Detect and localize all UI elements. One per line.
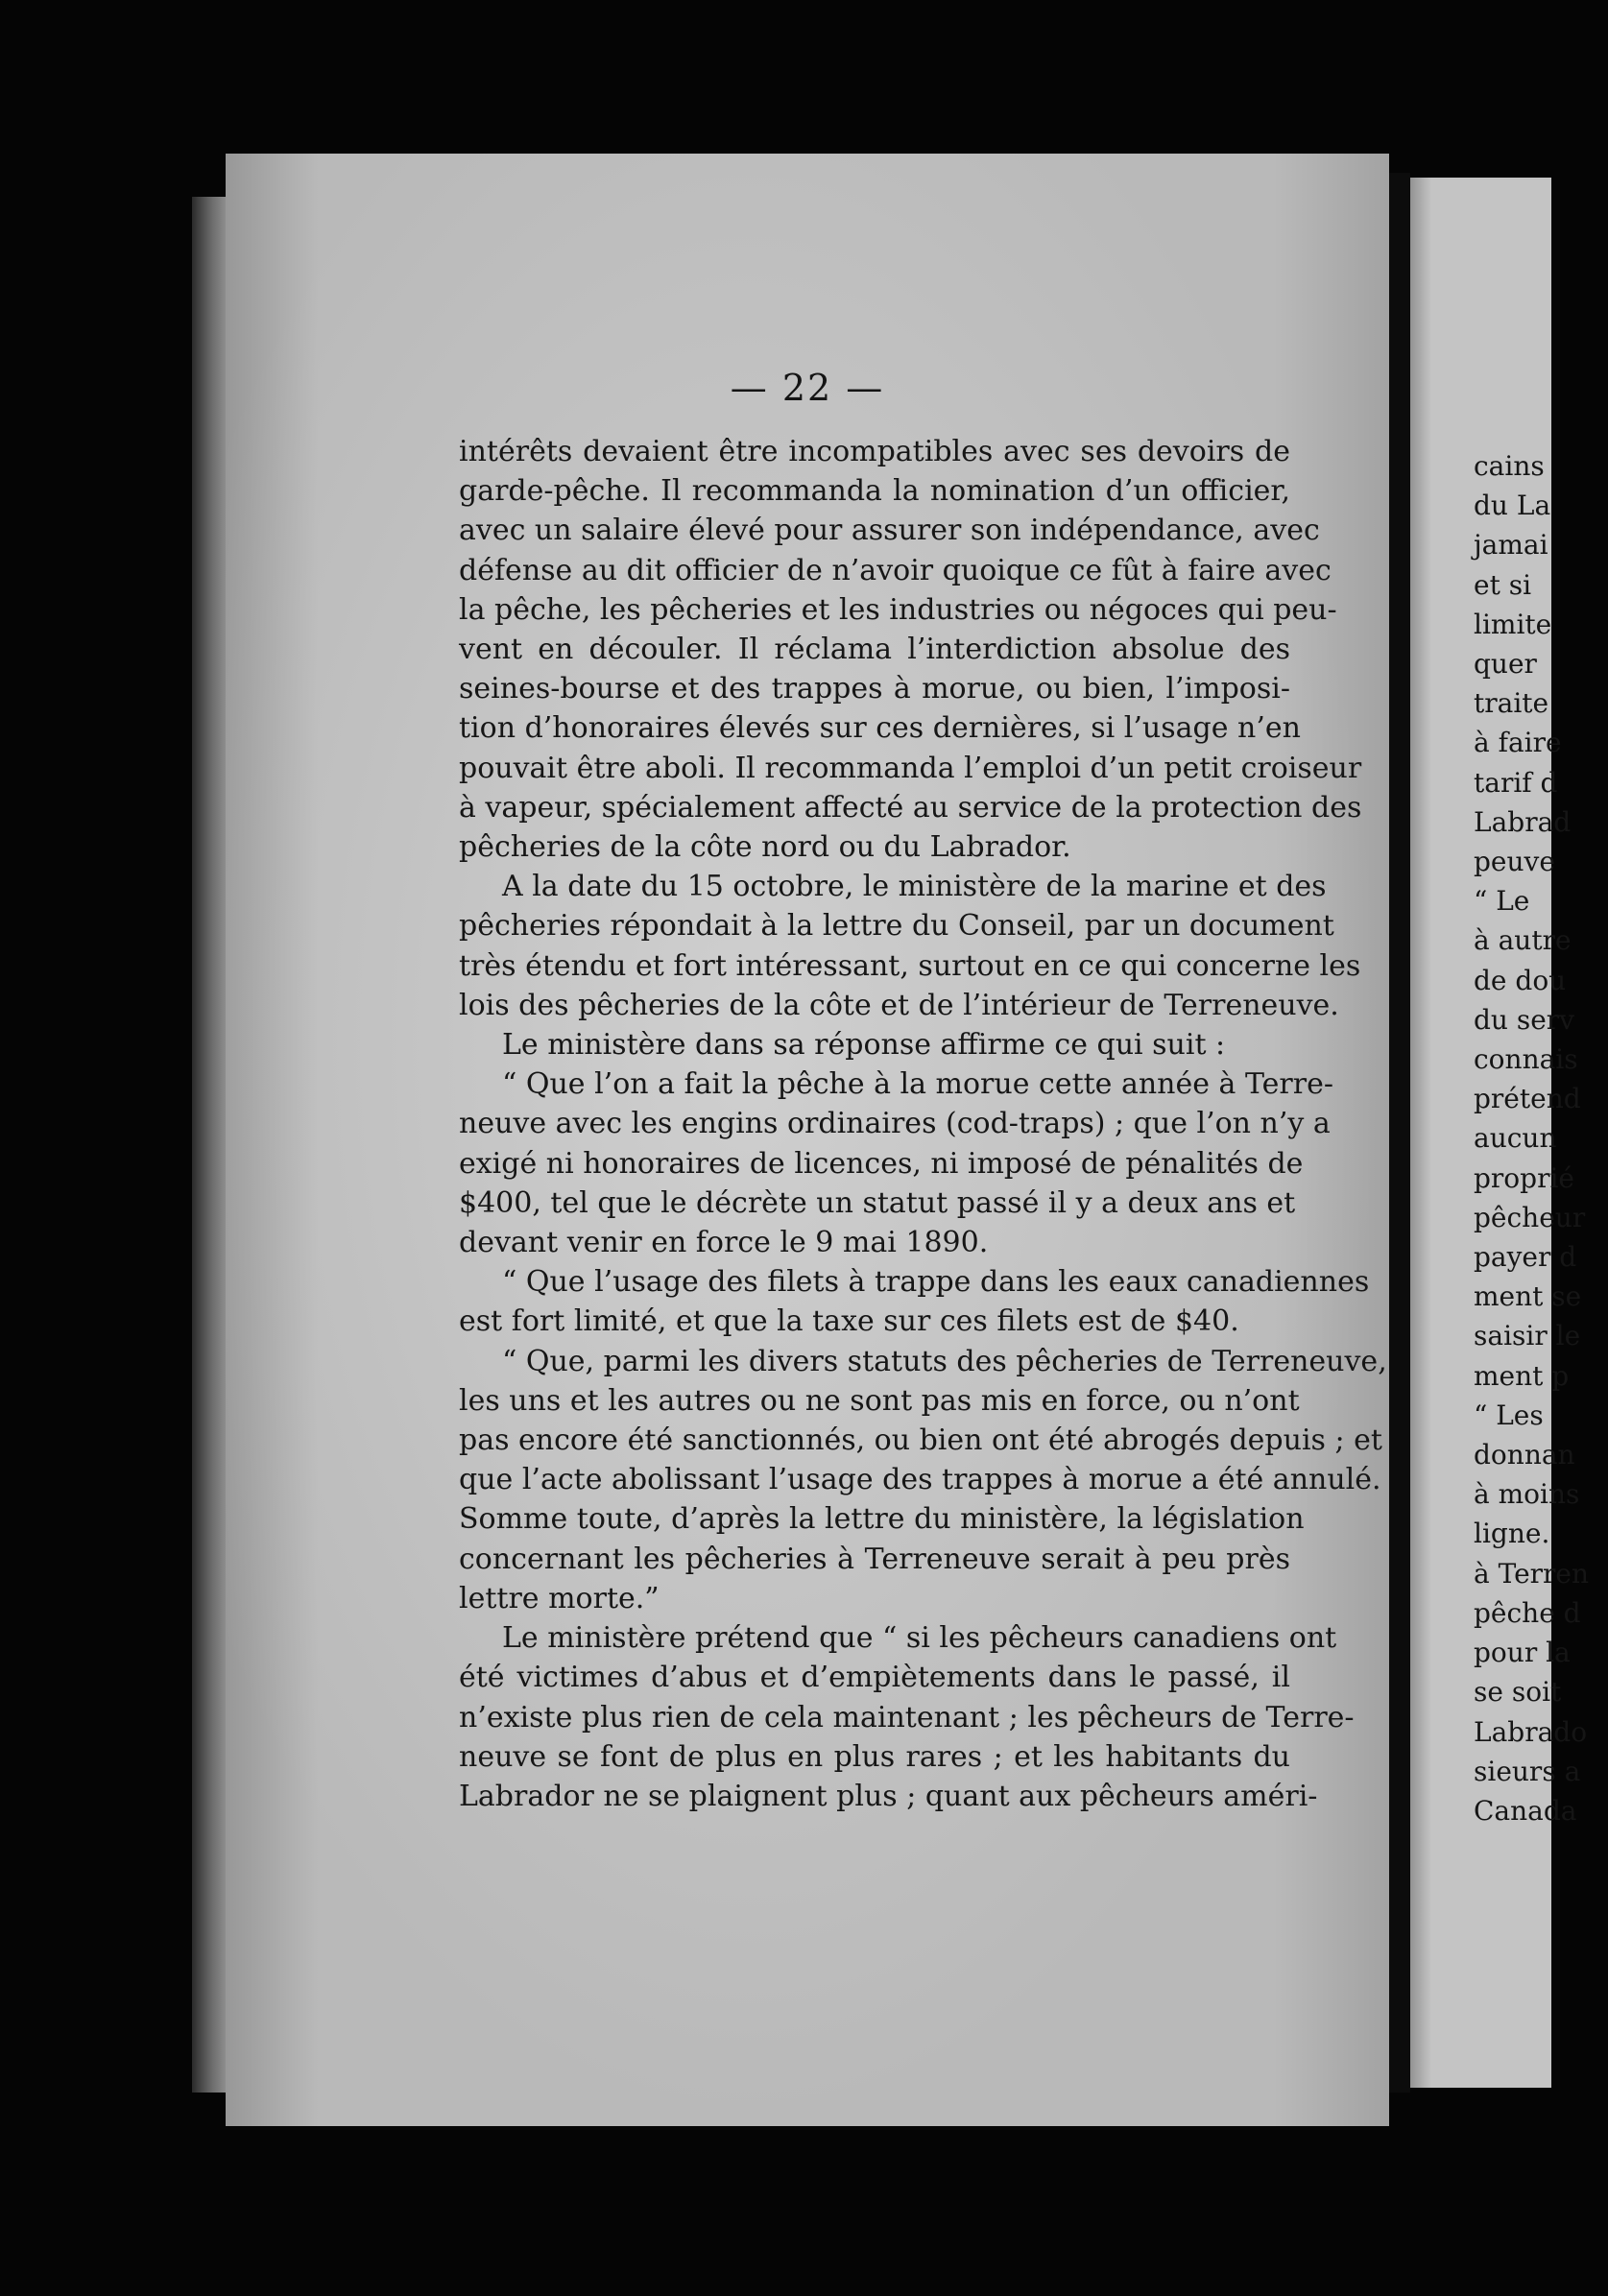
text-line: n’existe plus rien de cela maintenant ; les pêcheurs de Terre- [459,1700,1355,1734]
text-line: pêcheries répondait à la lettre du Conseil, par un document [459,909,1334,944]
page-number: — 22 — [730,367,885,409]
facing-text-line: cains [1474,450,1545,482]
text-line: Labrador ne se plaignent plus ; quant aux pêcheurs améri- [459,1779,1318,1813]
text-line: lois des pêcheries de la côte et de l’intérieur de Terreneuve. [459,988,1339,1022]
text-line: devant venir en force le 9 mai 1890. [459,1226,989,1260]
text-line: garde-pêche. Il recommanda la nomination d’un officier, [459,474,1290,509]
facing-text-line: pêche d [1474,1596,1581,1629]
text-line: à vapeur, spécialement affecté au service de la protection des [459,790,1362,825]
facing-text-line: quer [1474,648,1537,681]
text-line: que l’acte abolissant l’usage des trappes à morue a été annulé. [459,1463,1381,1497]
facing-text-line: saisir le [1474,1320,1581,1352]
facing-text-line: à Terren [1474,1557,1590,1590]
facing-text-line: à moins [1474,1478,1580,1511]
facing-text-line: sieurs a [1474,1755,1581,1787]
body-text [459,432,1387,1816]
text-line: exigé ni honoraires de licences, ni imposé de pénalités de [459,1146,1304,1181]
book-gutter [1389,173,1410,2093]
facing-text-line: jamai [1474,529,1548,562]
facing-text-line: ligne. [1474,1518,1550,1550]
facing-text-line: ment se [1474,1280,1582,1313]
facing-text-line: Canada [1474,1794,1577,1827]
facing-text-line: prétend [1474,1083,1581,1115]
facing-page-text [1474,446,1608,1830]
facing-text-line: à autre [1474,924,1572,957]
text-line: les uns et les autres ou ne sont pas mis en force, ou n’ont [459,1383,1300,1418]
text-line: été victimes d’abus et d’empiètements dans le passé, il [459,1661,1290,1695]
facing-text-line: pêcheur [1474,1201,1586,1233]
facing-text-line: aucun [1474,1122,1557,1155]
facing-text-line: donnan [1474,1439,1575,1471]
text-line: $400, tel que le décrète un statut passé il y a deux ans et [459,1185,1296,1220]
facing-text-line: du La [1474,490,1551,522]
text-line: concernant les pêcheries à Terreneuve serait à peu près [459,1542,1290,1576]
facing-text-line: Labrad [1474,805,1572,838]
text-line: est fort limité, et que la taxe sur ces filets est de $40. [459,1304,1239,1339]
text-line: “ Que l’on a fait la pêche à la morue cette année à Terre- [502,1067,1333,1102]
facing-text-line: et si [1474,568,1532,601]
facing-text-line: connais [1474,1043,1578,1076]
text-line: pouvait être aboli. Il recommanda l’emploi d’un petit croiseur [459,751,1362,785]
facing-text-line: limite [1474,608,1552,640]
text-line: A la date du 15 octobre, le ministère de la marine et des [502,870,1327,904]
text-line: intérêts devaient être incompatibles avec ses devoirs de [459,435,1290,468]
text-line: neuve se font de plus en plus rares ; et les habitants du [459,1739,1290,1774]
text-line: la pêche, les pêcheries et les industries ou négoces qui peu- [459,592,1337,627]
text-line: avec un salaire élevé pour assurer son indépendance, avec [459,514,1320,548]
text-line: très étendu et fort intéressant, surtout en ce qui concerne les [459,948,1361,983]
text-line: seines-bourse et des trappes à morue, ou bien, l’imposi- [459,672,1290,706]
text-line: défense au dit officier de n’avoir quoique ce fût à faire avec [459,553,1332,587]
facing-text-line: ment p [1474,1359,1570,1392]
facing-text-line: de dou [1474,964,1567,996]
facing-text-line: payer d [1474,1241,1577,1274]
text-line: “ Que l’usage des filets à trappe dans les eaux canadiennes [502,1265,1370,1300]
text-line: “ Que, parmi les divers statuts des pêcheries de Terreneuve, [502,1344,1387,1378]
facing-text-line: du serv [1474,1003,1574,1036]
text-line: Le ministère dans sa réponse affirme ce qui suit : [502,1028,1226,1063]
text-line: neuve avec les engins ordinaires (cod-traps) ; que l’on n’y a [459,1107,1331,1141]
facing-text-line: peuve [1474,846,1555,878]
facing-text-line: tarif d [1474,766,1558,799]
facing-text-line: Labrado [1474,1715,1588,1748]
facing-text-line: se soit [1474,1676,1562,1709]
facing-text-line: pour la [1474,1637,1571,1669]
facing-text-line: “ Les [1474,1399,1544,1431]
facing-text-line: proprié [1474,1161,1574,1194]
facing-text-line: à faire [1474,727,1562,759]
text-line: pêcheries de la côte nord ou du Labrador. [459,830,1071,865]
facing-text-line: traite [1474,687,1549,720]
text-line: lettre morte.” [459,1581,660,1615]
facing-text-line: “ Le [1474,885,1530,918]
text-line: Le ministère prétend que “ si les pêcheurs canadiens ont [502,1621,1337,1656]
text-line: tion d’honoraires élevés sur ces dernières, si l’usage n’en [459,711,1301,746]
text-line: vent en découler. Il réclama l’interdiction absolue des [459,633,1290,667]
text-line: pas encore été sanctionnés, ou bien ont été abrogés depuis ; et [459,1423,1382,1458]
text-line: Somme toute, d’après la lettre du ministère, la législation [459,1502,1305,1537]
